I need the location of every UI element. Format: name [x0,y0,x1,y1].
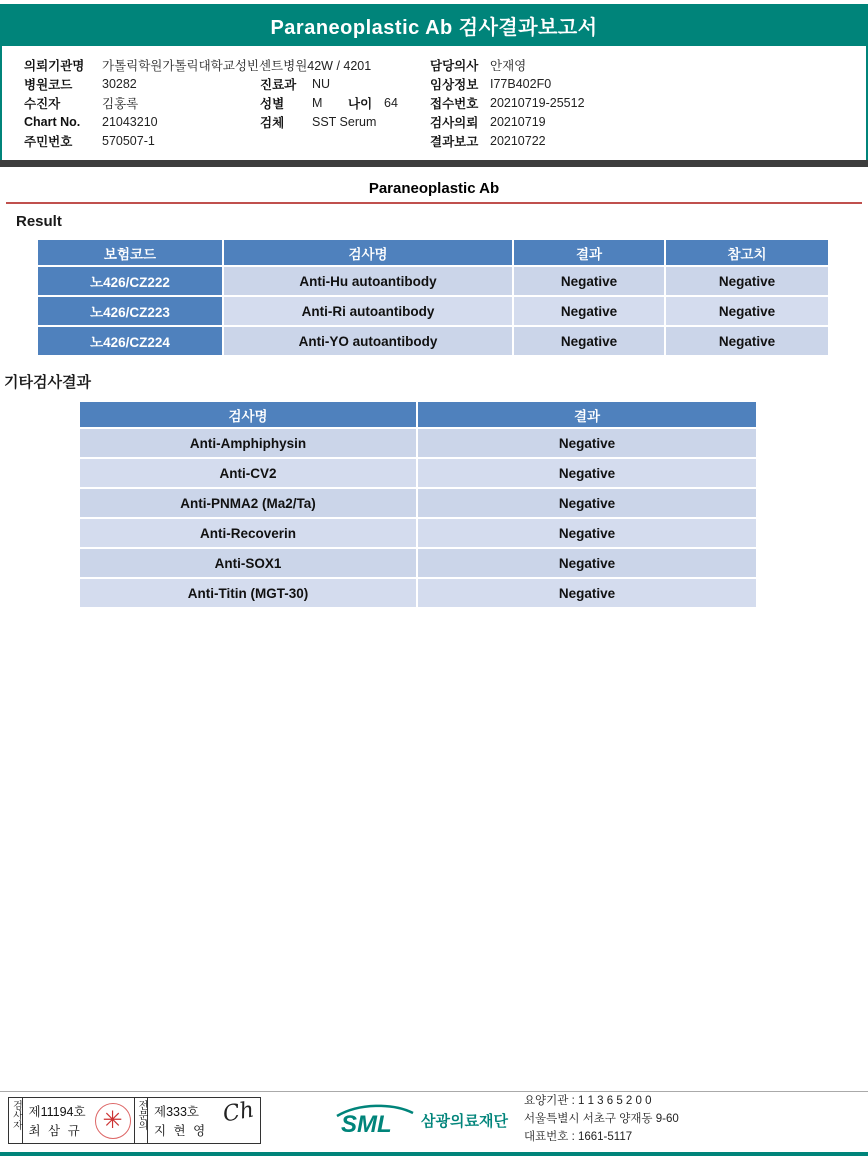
field-value: 30282 [102,76,137,91]
other-table-cell: Anti-Amphiphysin [80,429,416,457]
field-label: 검체 [260,115,285,130]
field-value: 가톨릭학원가톨릭대학교성빈센트병원42W / 4201 [102,58,372,73]
field-value: 20210722 [490,133,546,148]
other-table-cell: Anti-SOX1 [80,549,416,577]
result-table-cell: Negative [514,267,664,295]
field-value: 20210719 [490,114,546,129]
footer-divider [0,1091,868,1092]
result-table-cell: Anti-YO autoantibody [224,327,512,355]
other-table-cell: Anti-PNMA2 (Ma2/Ta) [80,489,416,517]
other-table-cell: Negative [418,429,756,457]
result-table-cell: Negative [514,327,664,355]
specialist-info [148,1098,260,1143]
certification-box [8,1097,261,1144]
result-table-header-cell: 결과 [514,240,664,265]
field-specimen [260,112,398,131]
field-label: 주민번호 [24,134,73,149]
result-table-cell: Negative [666,327,828,355]
field-label: 수진자 [24,96,61,111]
other-table-cell: Negative [418,459,756,487]
result-label: Result [16,213,62,230]
field-request-date [430,112,585,131]
field-clinical-info [430,74,585,93]
field-value: NU [312,76,331,91]
result-table-cell: Negative [666,267,828,295]
organization-contact [524,1093,679,1146]
other-table-header-cell: 결과 [418,402,756,427]
info-column-right [430,55,585,150]
test-section-title: Paraneoplastic Ab [368,180,500,197]
examiner-role-label: 검사자 [9,1098,23,1143]
field-label: 접수번호 [430,96,479,111]
field-value: 김홍록 [102,96,139,111]
result-table-header-cell: 보험코드 [38,240,222,265]
field-label: 의뢰기관명 [24,58,85,73]
examiner-stamp-icon: ✳ [95,1103,131,1139]
field-label: 검사의뢰 [430,115,479,130]
field-value: SST Serum [312,114,377,129]
result-table-cell: Anti-Hu autoantibody [224,267,512,295]
result-table-header-cell: 검사명 [224,240,512,265]
field-value: M [312,95,323,110]
footer [8,1096,860,1144]
examiner-cert-no: 제11194호 [28,1104,86,1119]
result-table-cell: Negative [514,297,664,325]
field-label: Chart No. [24,114,81,129]
sml-logo-icon [331,1102,417,1138]
report-title: Paraneoplastic Ab 검사결과보고서 [270,16,598,39]
other-table-cell: Negative [418,579,756,607]
field-label: 성별 [260,96,285,111]
field-label: 병원코드 [24,77,73,92]
patient-info-section [0,46,868,160]
info-column-middle [260,55,398,131]
result-table-cell: Anti-Ri autoantibody [224,297,512,325]
section-divider [0,160,868,167]
field-label: 담당의사 [430,58,479,73]
other-table-cell: Negative [418,489,756,517]
field-resident-no [24,131,371,150]
examiner-info [23,1098,135,1143]
field-value: I77B402F0 [490,76,552,91]
field-doctor [430,55,585,74]
field-value: 20210719-25512 [490,95,585,110]
other-results-label: 기타검사결과 [4,374,91,391]
other-table-cell: Negative [418,549,756,577]
field-value: 570507-1 [102,133,155,148]
specialist-cert-no: 제333호 [154,1104,200,1119]
organization-name: 삼광의료재단 [421,1112,508,1130]
bottom-border-bar [0,1152,868,1156]
other-table-header-cell: 검사명 [80,402,416,427]
field-label: 진료과 [260,77,297,92]
result-table-cell-code: 노426/CZ222 [38,267,222,295]
result-table-cell-code: 노426/CZ223 [38,297,222,325]
sml-logo-text: SML [341,1111,392,1138]
specialist-role-label: 전문의 [135,1098,149,1143]
result-table [38,240,828,355]
result-table-cell-code: 노426/CZ224 [38,327,222,355]
other-table-cell: Negative [418,519,756,547]
field-value: 64 [384,95,398,110]
other-table-cell: Anti-Recoverin [80,519,416,547]
specialist-name: 지 현 영 [154,1123,208,1138]
field-receipt-no [430,93,585,112]
field-label: 결과보고 [430,134,479,149]
accent-rule [6,202,862,204]
org-line-address: 서울특별시 서초구 양재동 9-60 [523,1113,679,1126]
field-report-date [430,131,585,150]
org-line-phone: 대표번호 : 1661-5117 [523,1130,633,1143]
field-department [260,74,398,93]
result-table-cell: Negative [666,297,828,325]
field-value: 안재영 [490,58,527,73]
field-label: 임상정보 [430,77,479,92]
other-table-cell: Anti-CV2 [80,459,416,487]
field-sex-age [260,93,398,112]
field-value: 21043210 [102,114,158,129]
organization-block [331,1093,679,1146]
other-table-cell: Anti-Titin (MGT-30) [80,579,416,607]
report-title-bar [0,4,868,46]
result-table-header-cell: 참고치 [666,240,828,265]
examiner-name: 최 삼 규 [28,1123,82,1138]
other-results-table [80,402,758,607]
org-line-insurance: 요양기관 : 1 1 3 6 5 2 0 0 [523,1095,652,1108]
field-label: 나이 [348,96,373,111]
specialist-signature: Ch [221,1096,256,1128]
spacer-row [260,55,398,74]
